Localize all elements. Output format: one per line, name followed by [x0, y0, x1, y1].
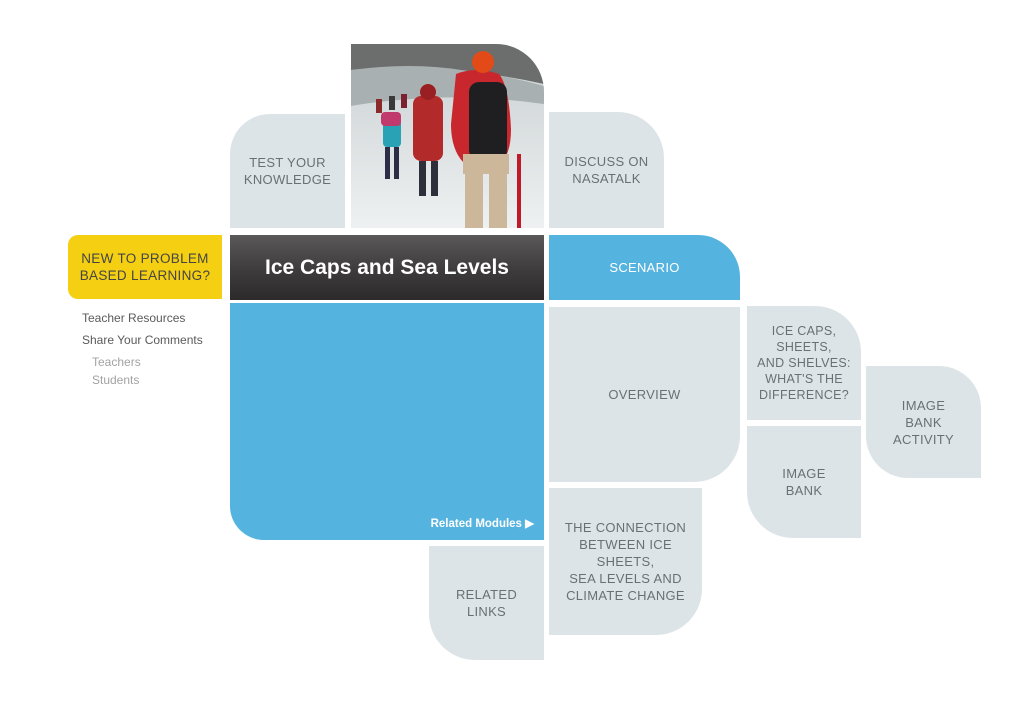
image-bank-activity-tile[interactable]: IMAGE BANK ACTIVITY: [866, 366, 981, 478]
scenario-tab[interactable]: SCENARIO: [549, 235, 740, 300]
share-your-comments-link[interactable]: Share Your Comments: [82, 333, 203, 347]
connection-tile[interactable]: THE CONNECTION BETWEEN ICE SHEETS, SEA LEVELS AND CLIMATE CHANGE: [549, 488, 702, 635]
overview-tile[interactable]: OVERVIEW: [549, 307, 740, 482]
main-panel: [230, 303, 544, 540]
related-modules-link[interactable]: Related Modules ▶: [430, 518, 534, 530]
related-links-tile[interactable]: RELATED LINKS: [429, 546, 544, 660]
side-links: [82, 311, 203, 391]
teachers-link[interactable]: Teachers: [92, 355, 141, 369]
page-title-text: Ice Caps and Sea Levels: [265, 255, 509, 279]
discuss-on-nasatalk-tile[interactable]: DISCUSS ON NASATALK: [549, 112, 664, 228]
ice-caps-difference-tile[interactable]: ICE CAPS, SHEETS, AND SHELVES: WHAT'S THE DIFFERENCE?: [747, 306, 861, 420]
students-link[interactable]: Students: [92, 373, 140, 387]
test-your-knowledge-tile[interactable]: TEST YOUR KNOWLEDGE: [230, 114, 345, 228]
new-to-pbl-button[interactable]: NEW TO PROBLEM BASED LEARNING?: [68, 235, 222, 299]
hikers-on-glacier-photo: [351, 44, 544, 228]
image-bank-tile[interactable]: IMAGE BANK: [747, 426, 861, 538]
teacher-resources-link[interactable]: Teacher Resources: [82, 311, 186, 325]
page-title: [230, 235, 544, 300]
